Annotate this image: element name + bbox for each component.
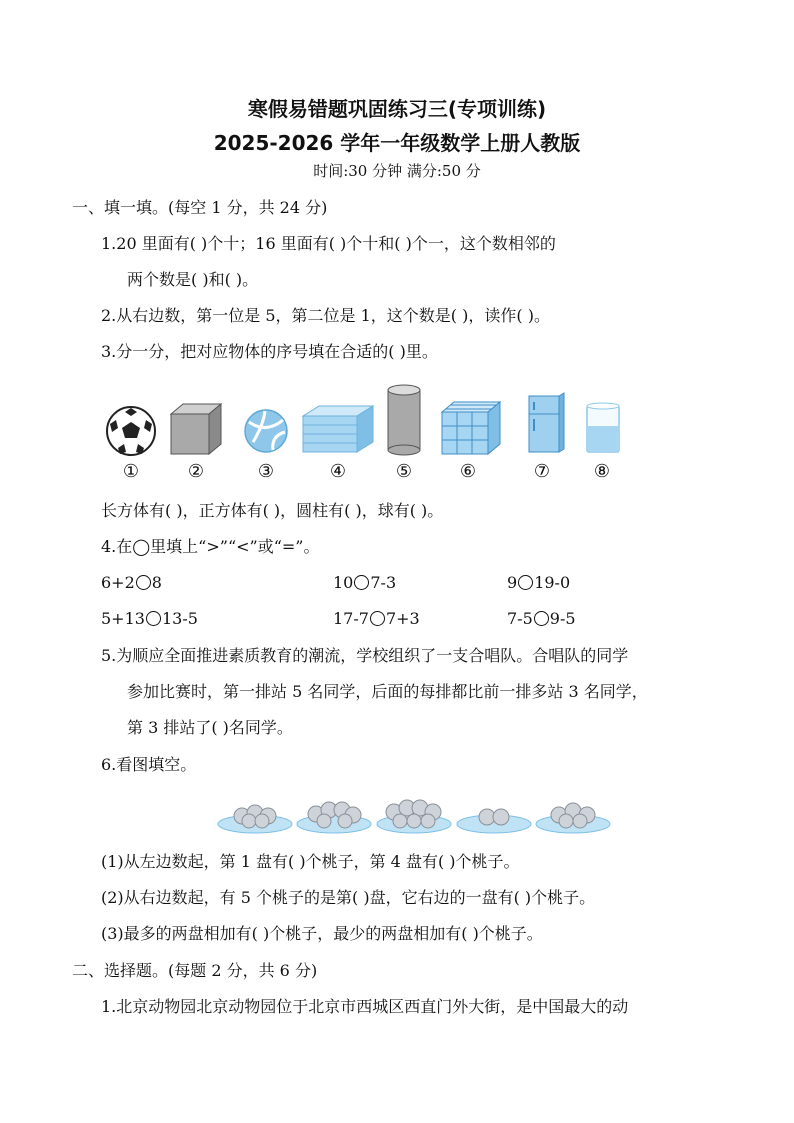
question-5-line-3: 第 3 排站了( )名同学。 xyxy=(127,718,293,737)
object-label-5: ⑤ xyxy=(395,461,413,482)
compare-item: 5+13 13-5 xyxy=(101,609,198,628)
compare-circle[interactable] xyxy=(354,575,369,590)
exam-meta: 时间:30 分钟 满分:50 分 xyxy=(313,162,481,180)
ball-icon xyxy=(243,408,289,454)
compare-circle[interactable] xyxy=(518,575,533,590)
question-1-line-2: 两个数是( )和( )。 xyxy=(127,270,259,289)
question-6-sub-3: (3)最多的两盘相加有( )个桃子，最少的两盘相加有( )个桃子。 xyxy=(101,924,543,943)
section-2-heading: 二、选择题。(每题 2 分，共 6 分) xyxy=(72,961,318,980)
question-5-line-1: 5.为顺应全面推进素质教育的潮流，学校组织了一支合唱队。合唱队的同学 xyxy=(101,646,629,665)
title-line-1: 寒假易错题巩固练习三(专项训练) xyxy=(247,97,547,121)
question-5-line-2: 参加比赛时，第一排站 5 名同学，后面的每排都比前一排多站 3 名同学， xyxy=(127,682,648,701)
cylinder-icon xyxy=(385,382,423,458)
title-line-2: 2025-2026 学年一年级数学上册人教版 xyxy=(213,131,581,155)
peach-plate-icon xyxy=(536,803,610,833)
compare-circle[interactable] xyxy=(370,611,385,626)
question-4: 4.在◯里填上“>”“<”或“=”。 xyxy=(101,537,320,556)
compare-item: 10 7-3 xyxy=(333,573,397,592)
section-1-heading: 一、填一填。(每空 1 分，共 24 分) xyxy=(72,198,328,217)
compare-circle[interactable] xyxy=(136,575,151,590)
glass-of-water-icon xyxy=(583,402,623,456)
compare-item: 17-7 7+3 xyxy=(333,609,420,628)
compare-item: 9 19-0 xyxy=(507,573,571,592)
question-6-sub-2: (2)从右边数起，有 5 个桃子的是第( )盘，它右边的一盘有( )个桃子。 xyxy=(101,888,596,907)
object-label-6: ⑥ xyxy=(459,461,477,482)
section-2-question-1-line-1: 1.北京动物园北京动物园位于北京市西城区西直门外大街，是中国最大的动 xyxy=(101,997,629,1016)
object-label-3: ③ xyxy=(257,461,275,482)
compare-item: 7-5 9-5 xyxy=(507,609,576,628)
question-3-answer: 长方体有( )，正方体有( )，圆柱有( )，球有( )。 xyxy=(101,501,444,520)
soccer-ball-icon xyxy=(104,404,158,458)
question-1-line-1: 1.20 里面有( )个十；16 里面有( )个十和( )个一，这个数相邻的 xyxy=(101,234,556,253)
compare-circle[interactable] xyxy=(146,611,161,626)
peach-plate-icon xyxy=(377,800,451,833)
object-label-4: ④ xyxy=(329,461,347,482)
question-2: 2.从右边数，第一位是 5，第二位是 1，这个数是( )，读作( )。 xyxy=(101,306,550,325)
object-label-1: ① xyxy=(122,461,140,482)
question-3: 3.分一分，把对应物体的序号填在合适的( )里。 xyxy=(101,342,438,361)
peach-plate-icon xyxy=(457,809,531,833)
compare-circle[interactable] xyxy=(534,611,549,626)
peach-plate-icon xyxy=(218,805,292,833)
object-label-7: ⑦ xyxy=(533,461,551,482)
peach-plates-illustration xyxy=(216,792,612,836)
refrigerator-icon xyxy=(526,392,566,456)
gray-cube-icon xyxy=(169,402,223,456)
question-6: 6.看图填空。 xyxy=(101,755,197,774)
compare-item: 6+2 8 xyxy=(101,573,162,592)
peach-plate-icon xyxy=(297,802,371,833)
object-label-2: ② xyxy=(187,461,205,482)
question-6-sub-1: (1)从左边数起，第 1 盘有( )个桃子，第 4 盘有( )个桃子。 xyxy=(101,852,520,871)
rubik-cube-icon xyxy=(440,400,502,456)
stack-of-boards-icon xyxy=(301,404,375,454)
object-label-8: ⑧ xyxy=(593,461,611,482)
